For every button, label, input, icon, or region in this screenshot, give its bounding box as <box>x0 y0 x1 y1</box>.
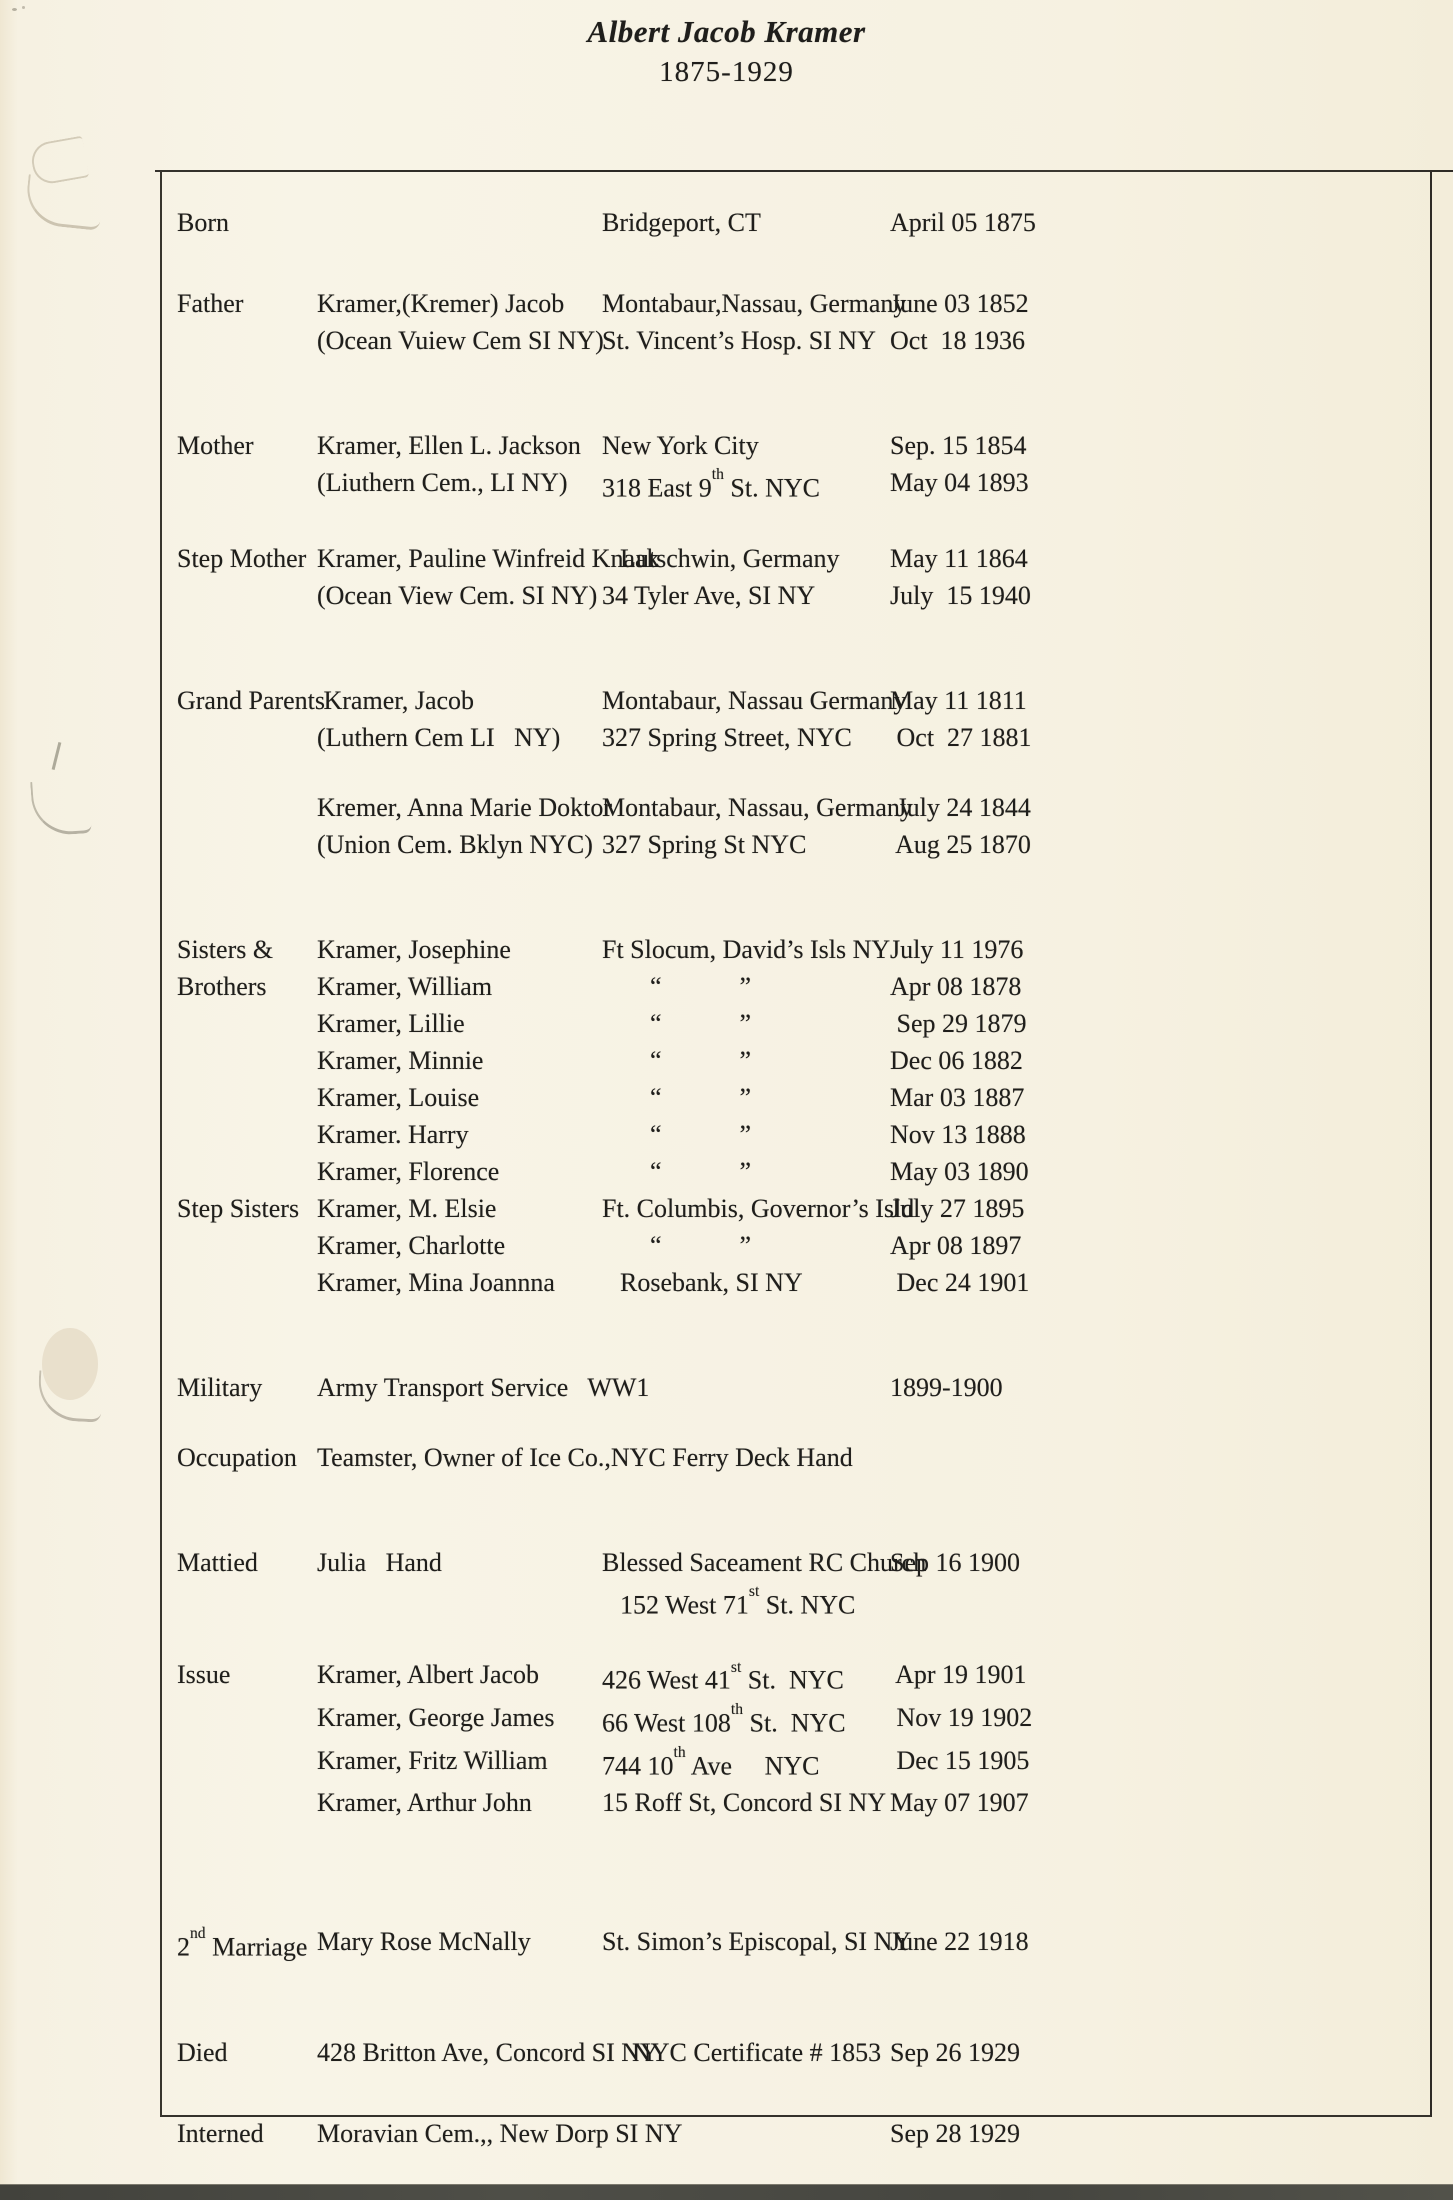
scan-artifact-paperclip-bottom <box>24 174 105 231</box>
ditto-open-mark: “ <box>650 971 662 1001</box>
row-place: NYC Certificate # 1853 <box>632 2037 882 2067</box>
row-name: Mary Rose McNally <box>317 1927 531 1957</box>
table-row <box>162 2115 1430 2152</box>
table-row <box>162 1042 1430 1079</box>
row-name: (Luthern Cem LI NY) <box>317 722 561 752</box>
table-row <box>162 682 1430 719</box>
row-name: (Union Cem. Bklyn NYC) <box>317 829 593 859</box>
table-row <box>162 1784 1430 1821</box>
row-name: Kramer,(Kremer) Jacob <box>317 289 565 318</box>
row-date <box>890 1581 1430 1624</box>
row-date: Oct 18 1936 <box>890 326 1026 355</box>
row-date: Dec 15 1905 <box>890 1745 1030 1775</box>
row-label <box>177 1005 317 1042</box>
scan-artifact-mid-curve <box>30 778 92 837</box>
row-place <box>602 968 890 1005</box>
row-place: 327 Spring St NYC <box>602 829 807 859</box>
row-label <box>177 1227 317 1264</box>
ditto-close-mark: ” <box>739 1082 752 1112</box>
row-date: July 11 1976 <box>890 934 1024 964</box>
row-label: Mattied <box>177 1547 258 1577</box>
row-place: Montabaur, Nassau, Germany <box>602 792 913 822</box>
row-label <box>177 1153 317 1190</box>
row-date: Apr 19 1901 <box>890 1660 1027 1690</box>
row-date: July 27 1895 <box>890 1193 1025 1223</box>
row-name: Kramer, Charlotte <box>317 1230 506 1260</box>
row-place <box>602 1369 890 1406</box>
row-place: St. Simon’s Episcopal, SI NY <box>602 1927 912 1957</box>
row-label <box>177 1116 317 1153</box>
row-label: Issue <box>177 1660 231 1690</box>
row-label <box>177 789 317 826</box>
row-place: 15 Roff St, Concord SI NY <box>602 1788 887 1818</box>
row-label <box>177 577 317 614</box>
table-row <box>162 1656 1430 1699</box>
table-row <box>162 1742 1430 1785</box>
table-row <box>162 1227 1430 1264</box>
row-date: June 22 1918 <box>890 1927 1029 1957</box>
row-date: Dec 06 1882 <box>890 1045 1023 1075</box>
table-row <box>162 577 1430 614</box>
row-date: Nov 19 1902 <box>890 1702 1033 1732</box>
row-date: Aug 25 1870 <box>890 829 1031 859</box>
row-place: Montabaur, Nassau Germany <box>602 685 907 715</box>
scan-speck <box>12 8 17 11</box>
table-row <box>162 1264 1430 1301</box>
table-row <box>162 1369 1430 1406</box>
row-name: Kramer, William <box>317 971 493 1001</box>
table-row <box>162 540 1430 577</box>
row-date: Nov 13 1888 <box>890 1119 1026 1149</box>
scan-artifact-lower-curve <box>37 1370 103 1422</box>
row-label <box>177 826 317 863</box>
row-place <box>602 1153 890 1190</box>
row-name: Kramer, Mina Joannna <box>317 1267 555 1297</box>
row-date: May 04 1893 <box>890 468 1029 497</box>
table-row <box>162 1439 1430 1476</box>
row-label <box>177 464 317 507</box>
table-row <box>162 1581 1430 1624</box>
row-label: Interned <box>177 2118 264 2148</box>
row-name: Teamster, Owner of Ice Co.,NYC Ferry Deck Hand <box>317 1442 853 1472</box>
row-date: Apr 08 1897 <box>890 1230 1022 1260</box>
row-name: Moravian Cem.,, New Dorp SI NY <box>317 2118 683 2148</box>
row-date: Sep 26 1929 <box>890 2037 1020 2067</box>
row-place: 34 Tyler Ave, SI NY <box>602 580 816 610</box>
table-row <box>162 1190 1430 1227</box>
row-name: Kramer, Pauline Winfreid Knaak <box>317 543 660 573</box>
row-date: May 11 1811 <box>890 685 1027 715</box>
table-row <box>162 1079 1430 1116</box>
row-label: Step Sisters <box>177 1193 300 1223</box>
table-row <box>162 1153 1430 1190</box>
row-date: June 03 1852 <box>890 289 1029 318</box>
row-name: Kramer, George James <box>317 1702 555 1732</box>
row-label: 2nd Marriage <box>177 1925 308 1962</box>
row-name: Kramer, Fritz William <box>317 1745 548 1775</box>
row-date: May 11 1864 <box>890 543 1028 573</box>
row-place: St. Vincent’s Hosp. SI NY <box>602 326 876 355</box>
table-row <box>162 719 1430 756</box>
row-label <box>177 1699 317 1742</box>
row-label: Step Mother <box>177 543 307 573</box>
row-place <box>602 1116 890 1153</box>
ditto-close-mark: ” <box>739 971 752 1001</box>
row-place <box>602 2115 890 2152</box>
row-place <box>602 1227 890 1264</box>
page-subtitle: 1875-1929 <box>659 56 794 88</box>
row-name: (Ocean Vuiew Cem SI NY) <box>317 326 604 355</box>
row-name: Kramer, Albert Jacob <box>317 1660 540 1690</box>
ditto-open-mark: “ <box>650 1045 662 1075</box>
page-title: Albert Jacob Kramer <box>587 14 866 49</box>
page-header <box>0 14 1453 89</box>
row-place: 152 West 71st St. NYC <box>620 1582 856 1620</box>
scan-artifact-mid-dash <box>52 742 62 770</box>
row-name: Army Transport Service WW1 <box>317 1372 650 1402</box>
row-date: Dec 24 1901 <box>890 1267 1030 1297</box>
row-date: Sep 29 1879 <box>890 1008 1027 1038</box>
row-place: 426 West 41st St. NYC <box>602 1658 844 1695</box>
row-date: Mar 03 1887 <box>890 1082 1025 1112</box>
row-place <box>602 1439 890 1476</box>
record-table <box>160 171 1432 2148</box>
row-name: Kremer, Anna Marie Doktor <box>317 792 612 822</box>
table-row <box>162 464 1430 507</box>
row-place: 66 West 108th St. NYC <box>602 1701 846 1738</box>
row-place: Blessed Saceament RC Church <box>602 1547 927 1577</box>
ditto-close-mark: ” <box>739 1008 752 1038</box>
row-date <box>890 1439 1430 1476</box>
row-place: Ft Slocum, David’s Isls NY <box>602 934 891 964</box>
row-name: Kramer, Josephine <box>317 934 511 964</box>
row-name: Kramer, Florence <box>317 1156 500 1186</box>
row-place: Rosebank, SI NY <box>620 1267 803 1297</box>
row-place: 327 Spring Street, NYC <box>602 722 852 752</box>
row-date: May 03 1890 <box>890 1156 1029 1186</box>
row-label: Died <box>177 2037 228 2067</box>
row-label: Mother <box>177 431 254 460</box>
row-date: Sep. 15 1854 <box>890 431 1027 460</box>
row-label <box>177 1581 317 1624</box>
row-place: 318 East 9th St. NYC <box>602 466 820 503</box>
table-row <box>162 826 1430 863</box>
row-label: Military <box>177 1372 263 1402</box>
row-name: Kramer, Ellen L. Jackson <box>317 431 581 460</box>
row-label <box>177 719 317 756</box>
row-date: Apr 08 1878 <box>890 971 1022 1001</box>
row-name: Julia Hand <box>317 1547 442 1577</box>
ditto-close-mark: ” <box>739 1119 752 1149</box>
scan-artifact-lower-blob <box>42 1328 98 1400</box>
row-name: Kramer. Harry <box>317 1119 469 1149</box>
table-row <box>162 2034 1430 2071</box>
row-name: Kramer, Louise <box>317 1082 480 1112</box>
row-label <box>177 1042 317 1079</box>
row-name: 428 Britton Ave, Concord SI NY <box>317 2037 659 2067</box>
row-date: May 07 1907 <box>890 1788 1029 1818</box>
table-row <box>162 322 1430 359</box>
row-label <box>177 1742 317 1785</box>
table-row <box>162 1544 1430 1581</box>
table-row <box>162 204 1430 241</box>
row-place <box>602 1079 890 1116</box>
row-date: April 05 1875 <box>890 208 1036 237</box>
bottom-scan-band <box>0 2184 1453 2200</box>
table-row <box>162 1116 1430 1153</box>
row-place <box>602 1005 890 1042</box>
row-place <box>602 1042 890 1079</box>
row-label: Occupation <box>177 1442 297 1472</box>
row-label <box>177 1079 317 1116</box>
ditto-open-mark: “ <box>650 1119 662 1149</box>
row-place: Lutschwin, Germany <box>620 543 840 573</box>
ditto-open-mark: “ <box>650 1230 662 1260</box>
row-name: Kramer, M. Elsie <box>317 1193 497 1223</box>
row-date: Sep 16 1900 <box>890 1547 1020 1577</box>
row-date: Oct 27 1881 <box>890 722 1032 752</box>
row-name: Kramer, Arthur John <box>317 1788 532 1818</box>
table-row <box>162 968 1430 1005</box>
ditto-open-mark: “ <box>650 1082 662 1112</box>
row-name <box>317 204 602 241</box>
table-row <box>162 1923 1430 1966</box>
ditto-close-mark: ” <box>739 1045 752 1075</box>
row-place: Ft. Columbis, Governor’s Isld <box>602 1193 915 1223</box>
row-label: Father <box>177 289 244 318</box>
ditto-close-mark: ” <box>739 1230 752 1260</box>
row-place: Bridgeport, CT <box>602 208 761 237</box>
row-date: Sep 28 1929 <box>890 2118 1020 2148</box>
table-row <box>162 285 1430 322</box>
table-row <box>162 789 1430 826</box>
row-label <box>177 1784 317 1821</box>
row-name <box>317 1581 602 1624</box>
row-date: 1899-1900 <box>890 1372 1003 1402</box>
row-label <box>177 322 317 359</box>
row-name: (Liuthern Cem., LI NY) <box>317 468 568 497</box>
row-name: Kramer, Lillie <box>317 1008 465 1038</box>
row-name: Kramer, Minnie <box>317 1045 484 1075</box>
table-row <box>162 427 1430 464</box>
row-place: Montabaur,Nassau, Germany <box>602 289 907 318</box>
row-date: July 24 1844 <box>890 792 1031 822</box>
row-label: Sisters & <box>177 934 274 964</box>
ditto-open-mark: “ <box>650 1008 662 1038</box>
row-label: Brothers <box>177 971 267 1001</box>
table-row <box>162 1699 1430 1742</box>
scan-speck <box>22 6 25 9</box>
row-place: New York City <box>602 431 759 460</box>
row-label: Grand Parents <box>177 685 326 715</box>
ditto-close-mark: ” <box>739 1156 752 1186</box>
row-date: July 15 1940 <box>890 580 1031 610</box>
table-row <box>162 1005 1430 1042</box>
table-row <box>162 931 1430 968</box>
row-name: Kramer, Jacob <box>317 685 475 715</box>
row-place: 744 10th Ave NYC <box>602 1743 820 1781</box>
ditto-open-mark: “ <box>650 1156 662 1186</box>
row-label: Born <box>177 208 229 237</box>
row-label <box>177 1264 317 1301</box>
scan-artifact-paperclip-top <box>29 136 89 187</box>
row-name: (Ocean View Cem. SI NY) <box>317 580 598 610</box>
